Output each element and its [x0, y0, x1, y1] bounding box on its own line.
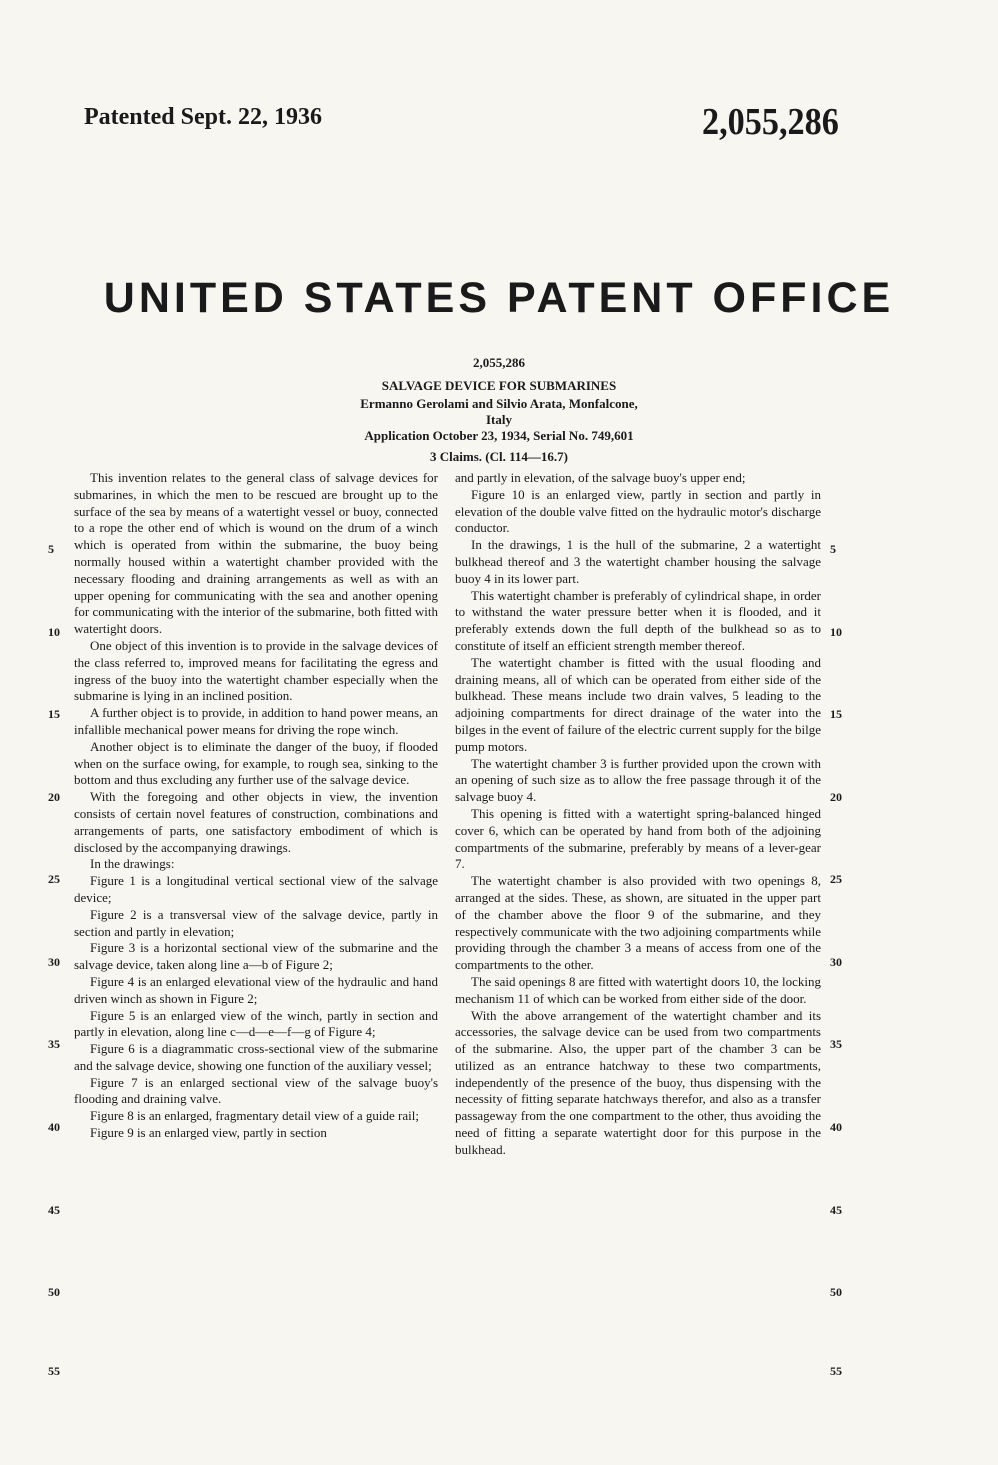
paragraph: Figure 8 is an enlarged, fragmentary detail view of a guide rail;: [90, 1108, 419, 1124]
paragraph: This watertight chamber is preferably of cylindrical shape, in order to withstand the water pressure better when it is flooded, and it preferably extends down the full depth of the bulkhead so as to constitute of itself an efficient strength member thereof.: [455, 587, 821, 653]
line-number: 45: [830, 1203, 842, 1217]
line-number: 5: [830, 542, 836, 556]
line-number: 15: [48, 707, 60, 721]
paragraph: In the drawings, 1 is the hull of the submarine, 2 a watertight bulkhead thereof and 3 the watertight chamber housing the salvage buoy 4 in its lower part.: [455, 537, 821, 586]
line-number: 25: [48, 872, 60, 886]
paragraph: Another object is to eliminate the danger of the buoy, if flooded when on the surface owing, for example, to rough sea, sinking to the bottom and thus excluding any further use of the salvage device.: [74, 738, 438, 788]
line-number: 45: [48, 1203, 60, 1217]
line-number: 5: [48, 542, 54, 556]
paragraph: In the drawings:: [90, 856, 175, 872]
paragraph: This invention relates to the general class of salvage devices for submarines, in which the men to be rescued are brought up to the surface of the sea by means of a watertight vessel or buoy, connected to a rope the other end of which is wound on the drum of a winch which is operated from within the submarine, the buoy being normally housed within a watertight chamber provided with the necessary flooding and draining arrangements as well as with an upper opening for communicating with the sea and another opening for communicating with the interior of the submarine, both fitted with watertight doors.: [74, 470, 438, 637]
line-number: 20: [830, 790, 842, 804]
line-number: 20: [48, 790, 60, 804]
line-number: 55: [830, 1364, 842, 1378]
application-line: Application October 23, 1934, Serial No. 749,601: [364, 428, 634, 443]
paragraph: Figure 3 is a horizontal sectional view of the submarine and the salvage device, taken along line a—b of Figure 2;: [74, 940, 438, 973]
patented-date: Patented Sept. 22, 1936: [84, 104, 322, 130]
invention-title: SALVAGE DEVICE FOR SUBMARINES: [381, 378, 617, 393]
paragraph: Figure 7 is an enlarged sectional view of the salvage buoy's flooding and draining valve.: [74, 1074, 438, 1107]
paragraph: This opening is fitted with a watertight spring-balanced hinged cover 6, which can be operated by hand from both of the adjoining compartments of the submarine, preferably by means of a lever-gear 7.: [455, 805, 821, 872]
line-number: 10: [48, 625, 60, 639]
inventors-line-2: Italy: [486, 412, 512, 427]
line-number: 35: [48, 1037, 60, 1051]
paragraph: Figure 5 is an enlarged view of the winch, partly in section and partly in elevation, along line c—d—e—f—g of Figure 4;: [74, 1007, 438, 1040]
paragraph: Figure 9 is an enlarged view, partly in section: [90, 1125, 327, 1141]
paragraph: Figure 1 is a longitudinal vertical sectional view of the salvage device;: [74, 873, 438, 905]
patent-number-small: 2,055,286: [473, 355, 525, 370]
paragraph: The watertight chamber is fitted with the usual flooding and draining means, all of which can be operated from either side of the bulkhead. These means include two drain valves, 5 leading to the adjoining compartments for direct drainage of the water into the bilges in the event of failure of the electric current supply for the bilge pump motors.: [455, 654, 821, 754]
office-title: UNITED STATES PATENT OFFICE: [103, 274, 895, 322]
paragraph: With the foregoing and other objects in view, the invention consists of certain novel features of construction, combinations and arrangements of parts, one satisfactory embodiment of which is disclosed by the accompanying drawings.: [74, 789, 438, 855]
line-number: 35: [830, 1037, 842, 1051]
paragraph: Figure 2 is a transversal view of the salvage device, partly in section and partly in elevation;: [74, 906, 438, 939]
paragraph: A further object is to provide, in addition to hand power means, an infallible mechanical power means for driving the rope winch.: [74, 705, 438, 737]
line-number: 55: [48, 1364, 60, 1378]
line-number: 40: [48, 1120, 60, 1134]
line-number: 30: [48, 955, 60, 969]
paragraph: With the above arrangement of the watertight chamber and its accessories, the salvage device can be used from two compartments of the submarine. Also, the upper part of the chamber 3 can be utilized as an entrance hatchway to these two compartments, independently of the presence of the buoy, thus dispensing with the necessity of fitting separate hatchways therefor, and also as a transfer passageway from the one compartment to the other, thus avoiding the need of fitting a separate watertight door for this purpose in the bulkhead.: [455, 1007, 821, 1157]
line-number: 50: [830, 1285, 842, 1299]
paragraph: Figure 4 is an enlarged elevational view of the hydraulic and hand driven winch as shown in Figure 2;: [74, 973, 438, 1006]
line-number: 50: [48, 1285, 60, 1299]
line-number: 40: [830, 1120, 842, 1134]
paragraph: and partly in elevation, of the salvage buoy's upper end;: [455, 470, 746, 485]
paragraph: Figure 10 is an enlarged view, partly in section and partly in elevation of the double valve fitted on the hydraulic motor's discharge conductor.: [455, 486, 821, 536]
left-column: [74, 470, 438, 1142]
paragraph: The watertight chamber is also provided with two openings 8, arranged at the sides. These, as shown, are situated in the upper part of the chamber above the floor 9 of the submarine, and they respectively communicate with the two adjoining compartments while providing through the chamber 3 a means of access from one of the compartments to the other.: [455, 873, 821, 973]
paragraph: One object of this invention is to provide in the salvage devices of the class referred to, improved means for facilitating the egress and ingress of the buoy into the watertight chamber especially when the submarine is lying in an inclined position.: [74, 637, 438, 704]
paragraph: The watertight chamber 3 is further provided upon the crown with an opening of such size as to allow the free passage through it of the salvage buoy 4.: [455, 755, 821, 805]
line-number: 25: [830, 872, 842, 886]
inventors-line-1: Ermanno Gerolami and Silvio Arata, Monfalcone,: [360, 396, 638, 411]
line-number: 10: [830, 625, 842, 639]
line-number: 15: [830, 707, 842, 721]
claims-line: 3 Claims. (Cl. 114—16.7): [430, 449, 568, 464]
patent-number: 2,055,286: [702, 101, 839, 143]
paragraph: The said openings 8 are fitted with watertight doors 10, the locking mechanism 11 of which can be worked from either side of the door.: [455, 973, 821, 1006]
right-column: [455, 470, 821, 1159]
line-number: 30: [830, 955, 842, 969]
paragraph: Figure 6 is a diagrammatic cross-sectional view of the submarine and the salvage device, showing one function of the auxiliary vessel;: [74, 1041, 438, 1073]
